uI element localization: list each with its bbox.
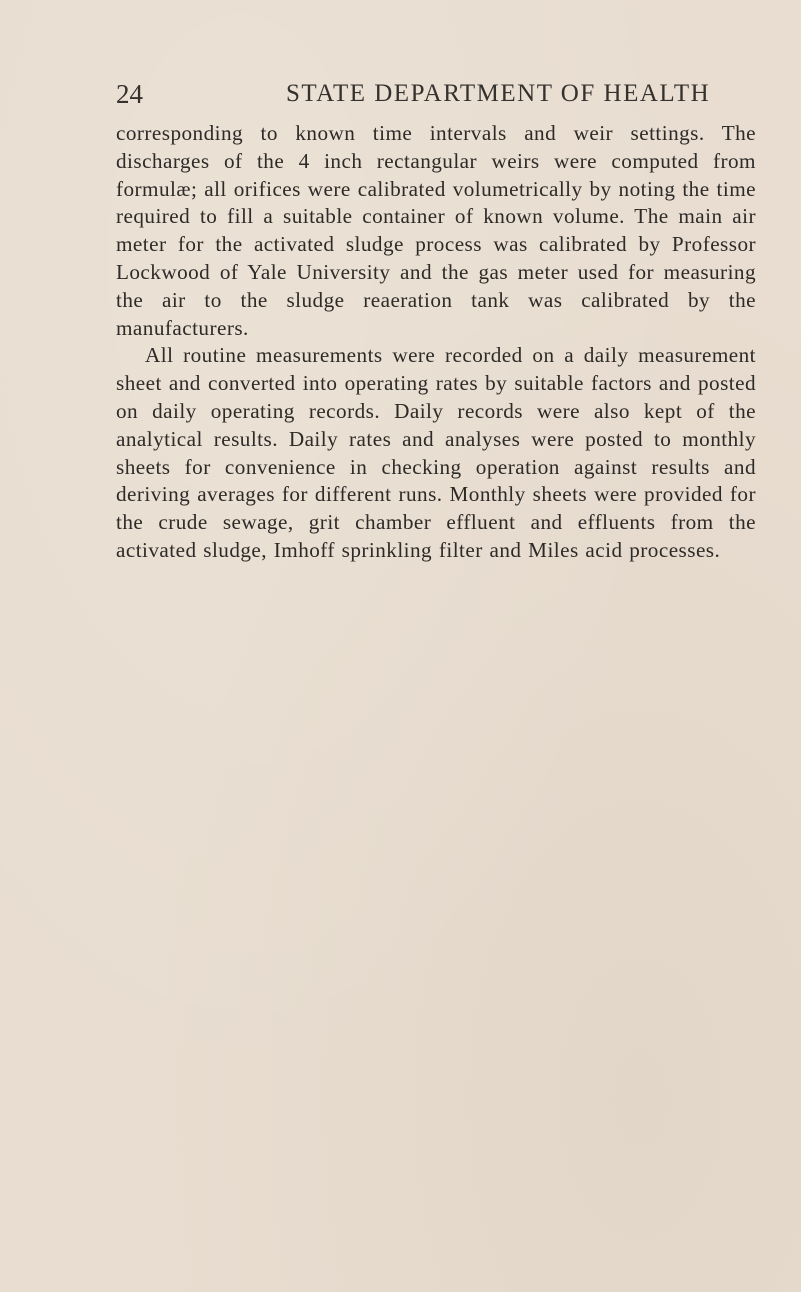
- body-text: [116, 120, 756, 565]
- page-number: 24: [116, 79, 143, 109]
- paragraph-records: All routine measurements were recorded on a daily measurement sheet and converted into operating rates by suitable factors and posted on daily operating records. Daily records were also kept of the analytical results. Daily rates and analyses were posted to monthly sheets for convenience in checking operation against results and deriving averages for different runs. Monthly sheets were provided for the crude sewage, grit chamber effluent and effluents from the activated sludge, Imhoff sprinkling filter and Miles acid processes.: [116, 343, 756, 562]
- header-title: STATE DEPARTMENT OF HEALTH: [286, 80, 711, 107]
- paragraph-calibration: corresponding to known time intervals and weir settings. The discharges of the 4 inch rectangular weirs were computed from formulæ; all orifices were calibrated volumetrically by noting the time required to fill a suitable container of known volume. The main air meter for the activated sludge process was calibrated by Professor Lockwood of Yale University and the gas meter used for measuring the air to the sludge reaeration tank was calibrated by the manufacturers.: [116, 121, 756, 340]
- running-head: [116, 78, 756, 110]
